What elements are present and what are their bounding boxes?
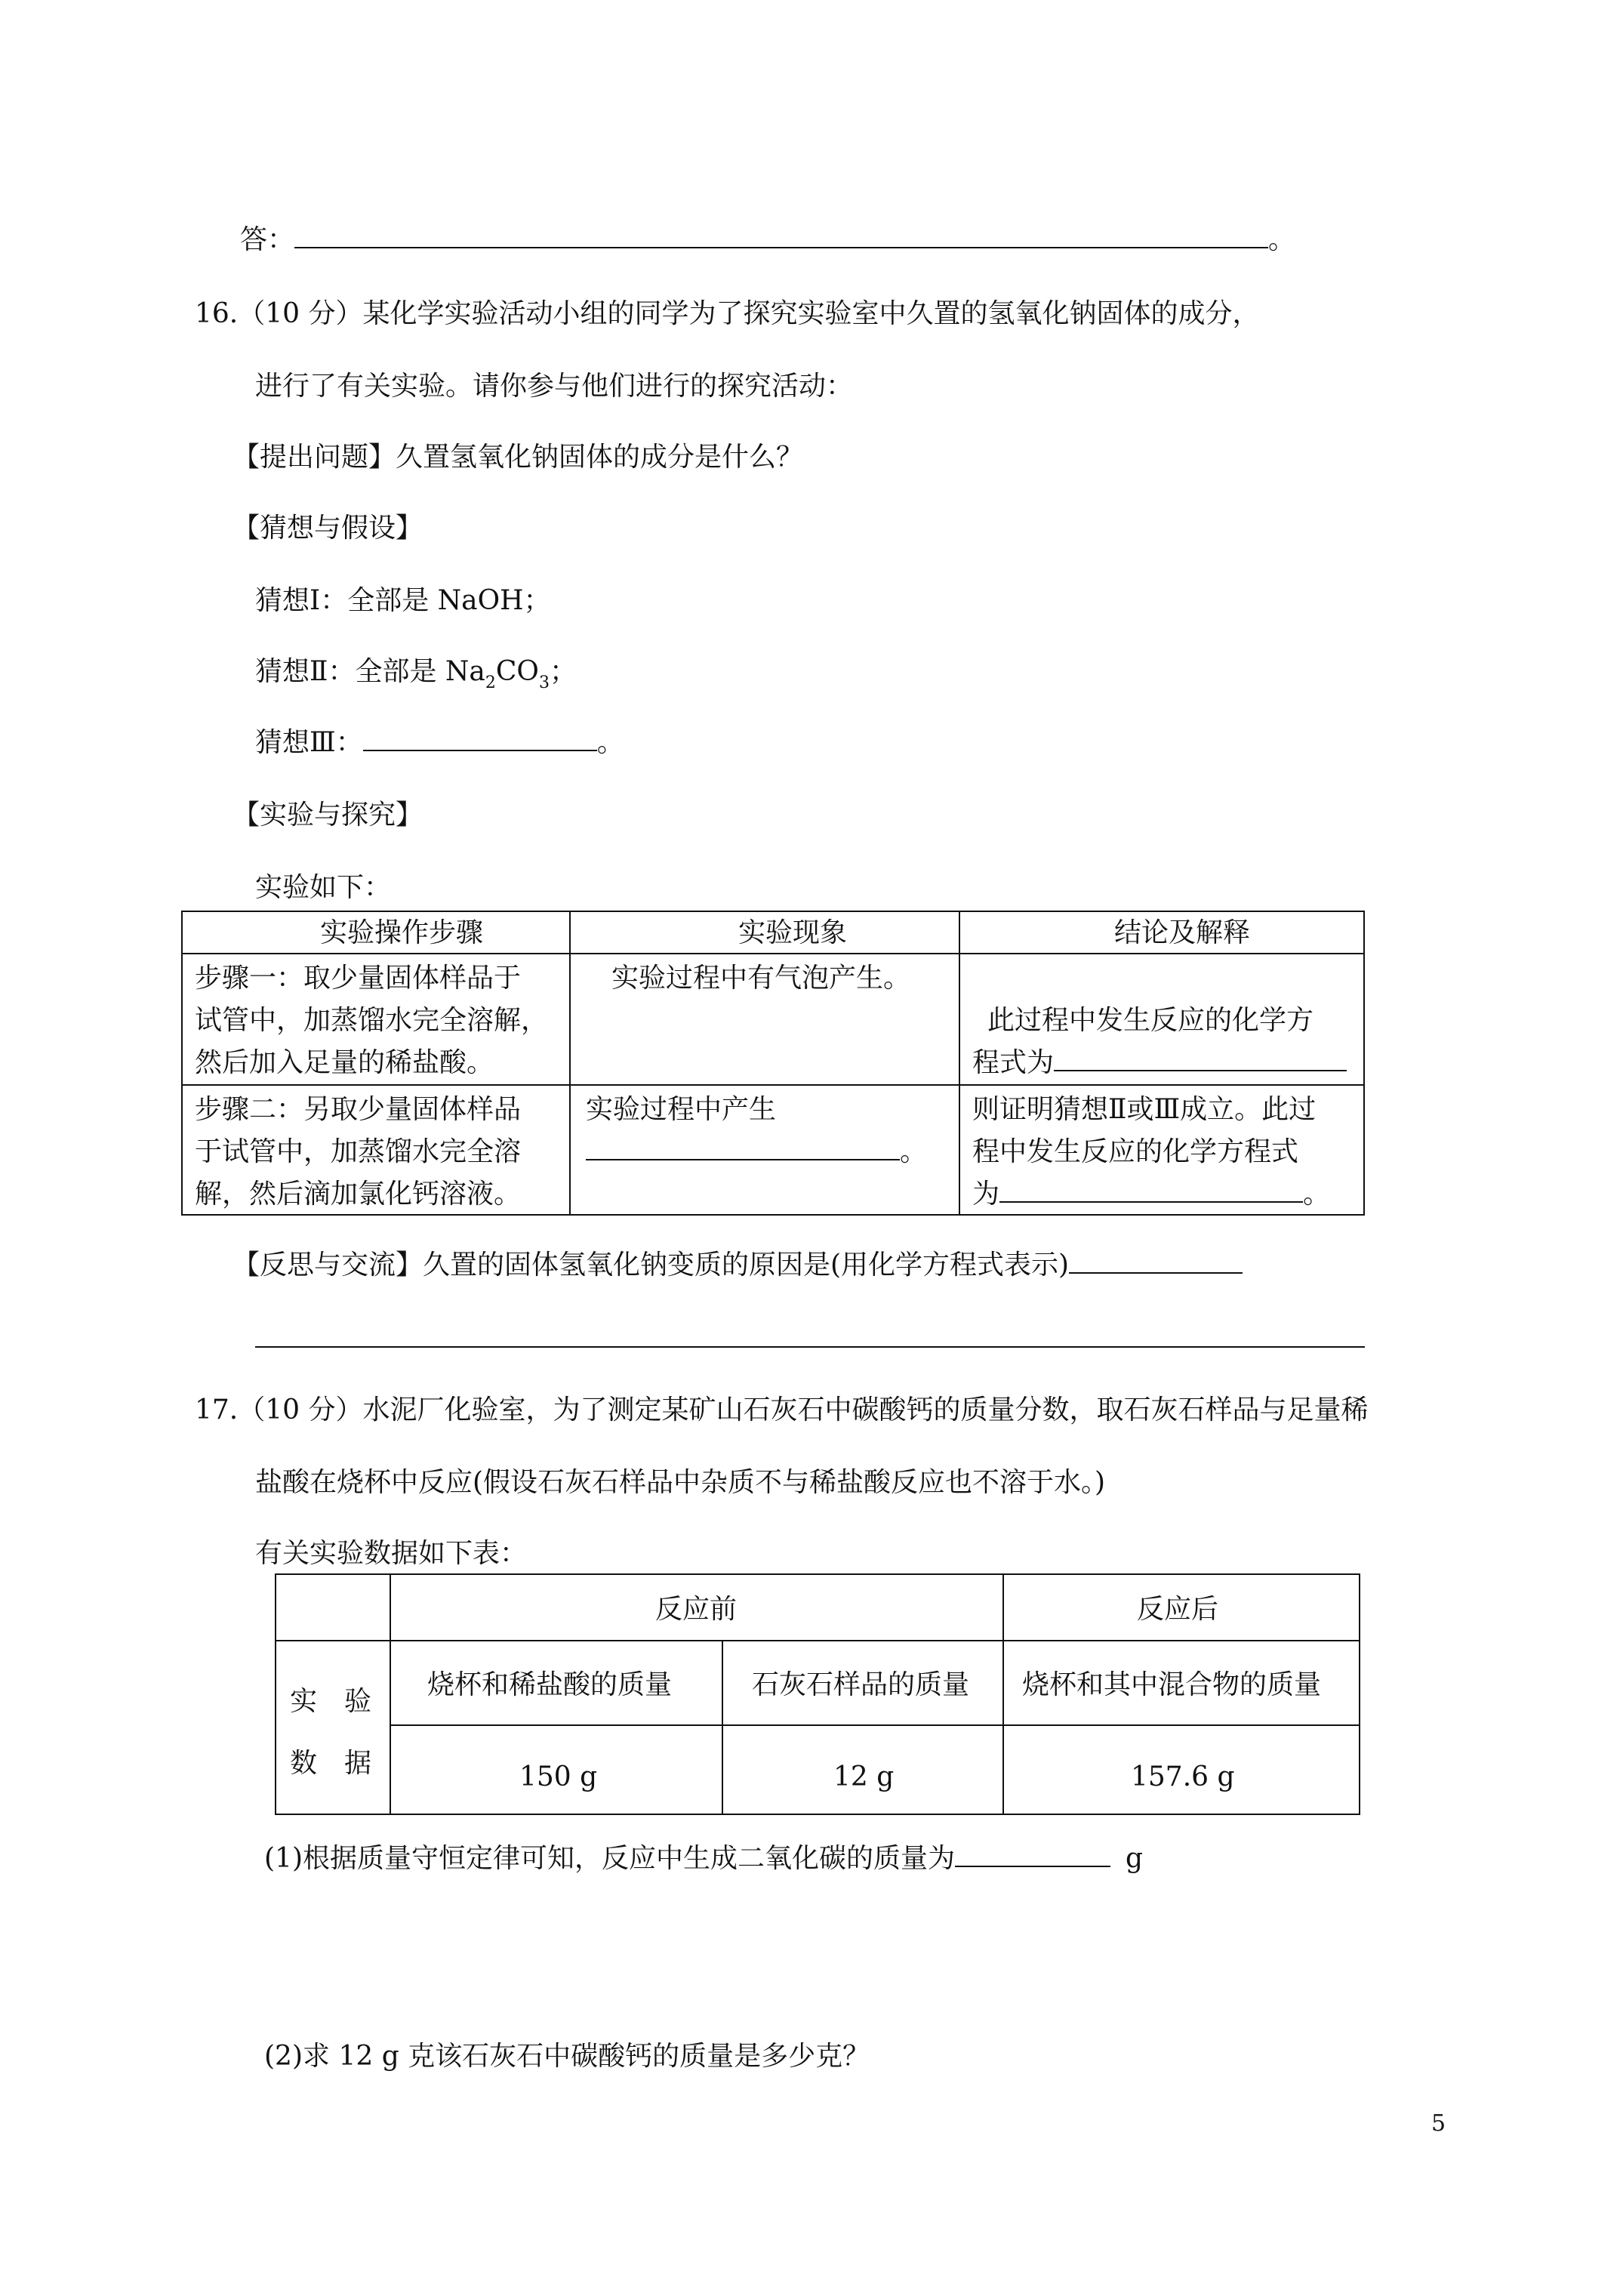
part1-unit: g (1126, 1843, 1144, 1874)
row2-equation-blank[interactable] (999, 1200, 1303, 1203)
q16-question: 【提出问题】久置氢氧化钠固体的成分是什么？ (233, 442, 804, 473)
reflection-text: 【反思与交流】久置的固体氢氧化钠变质的原因是(用化学方程式表示) (233, 1250, 1070, 1281)
q16-table-header-phenomenon: 实验现象 (738, 917, 848, 948)
answer-prefix: 答： (240, 224, 295, 255)
row2-phenomenon-blank[interactable] (586, 1158, 900, 1160)
q16-row1-phenomenon: 实验过程中有气泡产生。 (611, 963, 911, 994)
q16-guess1: 猜想Ⅰ：全部是 NaOH； (255, 585, 551, 616)
q16-experiment-heading: 【实验与探究】 (233, 800, 423, 831)
q17-table-intro: 有关实验数据如下表： (255, 1538, 528, 1569)
q17-table-after: 反应后 (1137, 1594, 1219, 1625)
answer-blank[interactable] (294, 246, 1268, 248)
q16-row2-phenomenon-line1: 实验过程中产生 (586, 1094, 777, 1125)
guess3-suffix: 。 (596, 727, 624, 758)
guess2-mid: CO (495, 656, 539, 687)
q17-table (275, 1573, 1360, 1815)
q16-row2-step-line3: 解，然后滴加氯化钙溶液。 (195, 1179, 522, 1210)
q16-row2-conclusion-line2: 程中发生反应的化学方程式 (972, 1136, 1299, 1167)
q17-row-label-2: 数 据 (290, 1748, 372, 1779)
q16-row1-step-line3: 然后加入足量的稀盐酸。 (195, 1047, 494, 1078)
q16-row2-step-line1: 步骤二：另取少量固体样品 (195, 1094, 522, 1125)
q16-experiment-intro: 实验如下： (255, 872, 392, 903)
guess3-blank[interactable] (363, 749, 597, 751)
q17-value-2: 12 g (833, 1761, 895, 1792)
q16-row2-phenomenon-line2 (586, 1136, 928, 1167)
guess2-prefix: 猜想Ⅱ：全部是 Na (255, 656, 485, 687)
guess2-sub1: 2 (485, 673, 496, 692)
q17-part1 (264, 1845, 1143, 1872)
q16-row2-conclusion-line3 (972, 1181, 1330, 1208)
q16-hypothesis-heading: 【猜想与假设】 (233, 513, 423, 544)
answer-suffix: 。 (1268, 224, 1296, 255)
row2-phenomenon-suffix: 。 (900, 1136, 928, 1167)
q16-row1-step-line1: 步骤一：取少量固体样品于 (195, 963, 522, 994)
page-number: 5 (1431, 2110, 1446, 2137)
q16-stem-line1: 16.（10 分）某化学实验活动小组的同学为了探究实验室中久置的氢氧化钠固体的成分， (195, 298, 1260, 329)
q16-row2-step-line2: 于试管中，加蒸馏水完全溶 (195, 1136, 522, 1167)
row1-equation-blank[interactable] (1054, 1069, 1347, 1071)
q16-row1-conclusion-line1: 此过程中发生反应的化学方 (987, 1005, 1314, 1036)
part1-text: (1)根据质量守恒定律可知，反应中生成二氧化碳的质量为 (264, 1843, 955, 1874)
guess3-prefix: 猜想Ⅲ： (255, 727, 363, 758)
q17-col-header-2: 石灰石样品的质量 (752, 1669, 970, 1700)
q16-guess2 (255, 656, 577, 692)
row1-conclusion-prefix: 程式为 (972, 1047, 1055, 1078)
answer-line (240, 224, 1296, 255)
guess2-sub2: 3 (538, 673, 550, 692)
q17-stem-line1: 17.（10 分）水泥厂化验室，为了测定某矿山石灰石中碳酸钙的质量分数，取石灰石样品与足量稀 (195, 1395, 1369, 1425)
q17-row-label-1: 实 验 (290, 1686, 372, 1717)
q16-table (181, 911, 1365, 1216)
q17-table-before: 反应前 (655, 1594, 738, 1625)
q16-row1-step-line2: 试管中，加蒸馏水完全溶解， (195, 1005, 549, 1036)
part1-blank[interactable] (955, 1865, 1110, 1867)
q17-value-3: 157.6 g (1131, 1761, 1235, 1792)
reflection-blank-1[interactable] (1069, 1271, 1243, 1274)
q17-stem-line2: 盐酸在烧杯中反应(假设石灰石样品中杂质不与稀盐酸反应也不溶于水。) (255, 1467, 1106, 1498)
q17-value-1: 150 g (519, 1761, 598, 1792)
q17-col-header-1: 烧杯和稀盐酸的质量 (427, 1669, 673, 1700)
row2-conclusion-prefix: 为 (972, 1179, 1000, 1210)
q16-stem-line2: 进行了有关实验。请你参与他们进行的探究活动： (255, 371, 854, 402)
row2-conclusion-suffix: 。 (1303, 1179, 1331, 1210)
q17-col-header-3: 烧杯和其中混合物的质量 (1022, 1669, 1322, 1700)
reflection-blank-2[interactable] (255, 1345, 1365, 1348)
q17-part2: (2)求 12 g 克该石灰石中碳酸钙的质量是多少克？ (264, 2041, 870, 2072)
q16-table-header-step: 实验操作步骤 (320, 917, 484, 948)
q16-row1-conclusion-line2 (972, 1049, 1347, 1077)
guess2-suffix: ； (549, 656, 577, 687)
q16-table-header-conclusion: 结论及解释 (1114, 917, 1251, 948)
q16-reflection (233, 1252, 1243, 1279)
q16-row2-conclusion-line1: 则证明猜想Ⅱ或Ⅲ成立。此过 (972, 1094, 1317, 1125)
q16-guess3 (255, 729, 624, 757)
